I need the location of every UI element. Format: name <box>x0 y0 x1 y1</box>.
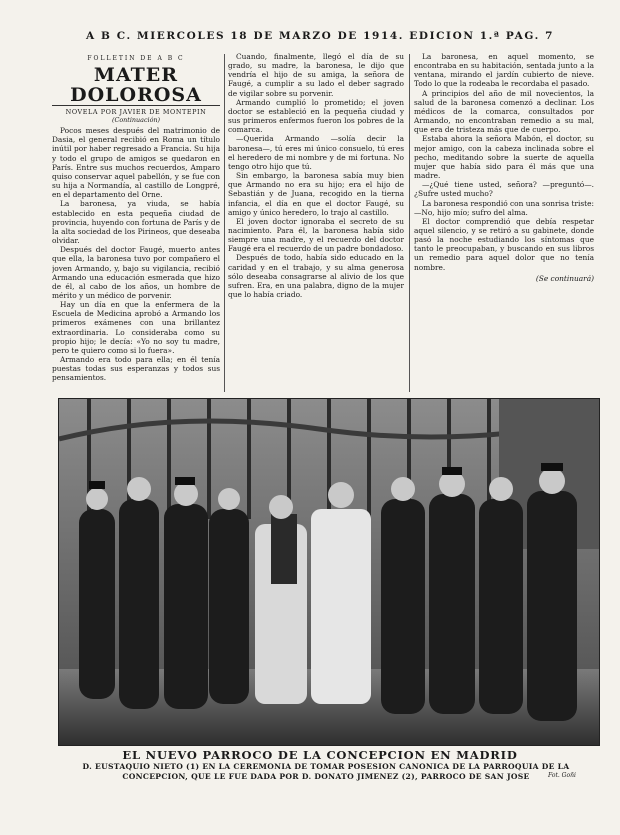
article-column-1 <box>52 52 220 397</box>
paragraph: Armando cumplió lo prometido; el joven doctor se estableció en la pequeña ciudad y sus primeros enfermos fueron los pobres de la comarca. <box>228 97 404 135</box>
paragraph: —Querida Armando —solía decir la baronesa—, tú eres mi único consuelo, tú eres el heredero de mi nombre y de mi fortuna. No tengo otro hijo que tú. <box>228 134 404 171</box>
paragraph: La baronesa, ya viuda, se había establecido en esta pequeña ciudad de provincia, huyendo con fortuna de París y de la alta sociedad de los Pirineos, que deseaba olvidar. <box>52 199 220 246</box>
paragraph: La baronesa respondió con una sonrisa triste: —No, hijo mío; sufro del alma. <box>414 198 594 217</box>
paragraph: A principios del año de mil novecientos, la salud de la baronesa comenzó a declinar. Los médicos de la comarca, consultados por Armando, no encontraban remedio a su mal, que era de tristeza más que de cuerpo. <box>414 88 594 135</box>
article-byline: NOVELA POR JAVIER DE MONTEPIN <box>65 108 207 117</box>
article-title: MATER DOLOROSA <box>52 65 220 106</box>
serial-kicker: FOLLETIN DE A B C <box>87 55 185 62</box>
page-header: A B C. MIERCOLES 18 DE MARZO DE 1914. EDICION 1.ª PAG. 7 <box>85 30 554 42</box>
column-rule <box>224 54 225 392</box>
paragraph: La baronesa, en aquel momento, se encontraba en su habitación, sentada junto a la ventana, mirando el jardín cubierto de nieve. Todo lo que la rodeaba le recordaba el pasado. <box>414 52 594 89</box>
paragraph: Después del doctor Faugé, muerto antes que ella, la baronesa tuvo por compañero el joven Armando, y, bajo su vigilancia, recibió Armando una educación esmerada que hizo de él, al cabo de los años, un hombre de mérito y un médico de porvenir. <box>52 245 220 300</box>
paragraph: —¿Qué tiene usted, señora? —preguntó—. ¿Sufre usted mucho? <box>414 180 594 199</box>
ceremony-photograph <box>58 398 600 746</box>
paragraph: El doctor comprendió que debía respetar aquel silencio, y se retiró a su gabinete, donde pasó la noche estudiando los síntomas que tanto le preocupaban, y buscando en sus libros un remedio para aquel dolor que no tenía nombre. <box>414 216 594 272</box>
column-rule <box>409 54 410 392</box>
paragraph: Pocos meses después del matrimonio de Dasia, el general recibió en Roma un título inútil por haber regresado a Francia. Su hija y todo el grupo de amigos se quedaron en París. Entre sus muchos recuerdos, Amparo quiso conservar aquel pabellón, y se fue con su hija a Normandía, al castillo de Longpré, en el departamento del Orne. <box>52 126 220 200</box>
paragraph: Sin embargo, la baronesa sabía muy bien que Armando no era su hijo; era el hijo de Sebastián y de Juana, recogido en la tierna infancia, el día en que el doctor Faugé, su amigo y único heredero, lo trajo al castillo. <box>228 171 404 217</box>
paragraph: Después de todo, había sido educado en la caridad y en el trabajo, y su alma generosa sólo deseaba consagrarse al alivio de los que sufren. Era, en una palabra, digno de la mujer que lo había criado. <box>228 253 404 300</box>
paragraph: Armando era todo para ella; en él tenía puestas todas sus esperanzas y todos sus pensamientos. <box>52 355 220 383</box>
photo-illustration <box>59 399 599 745</box>
photo-credit: Fot. Goñi <box>548 772 576 779</box>
paragraph: Cuando, finalmente, llegó el día de su grado, su madre, la baronesa, le dijo que vendría el hijo de su amiga, la señora de Faugé, a cumplir a su lado el deber sagrado de vigilar sobre su porvenir. <box>228 52 404 98</box>
paragraph: Hay un día en que la enfermera de la Escuela de Medicina aprobó a Armando los primeros exámenes con una brillantez extraordinaria. Lo consideraba como su propio hijo; le decía: «Yo no soy tu madre, pero te quiero como si lo fuera». <box>52 300 220 355</box>
paragraph: Estaba ahora la señora Mabón, el doctor, su mejor amigo, con la cabeza inclinada sobre el pecho, meditando sobre la suerte de aquella mujer que había sido para él más que una madre. <box>414 134 594 181</box>
paragraph: El joven doctor ignoraba el secreto de su nacimiento. Para él, la baronesa había sido siempre una madre, y el recuerdo del doctor Faugé era el recuerdo de un padre bondadoso. <box>228 216 404 254</box>
to-be-continued: (Se continuará) <box>535 273 594 283</box>
article-column-2 <box>228 52 404 397</box>
photo-caption-title: EL NUEVO PARROCO DE LA CONCEPCION EN MADRID <box>122 748 518 762</box>
continuation-note: (Continuación) <box>111 116 161 125</box>
article-column-3 <box>414 52 594 397</box>
photo-caption-text: D. EUSTAQUIO NIETO (1) EN LA CEREMONIA DE TOMAR POSESION CANONICA DE LA PARROQUIA DE LA CONCEPCION, QUE LE FUE DADA POR D. DONATO JIMENEZ (2), PARROCO DE SAN JOSE <box>82 762 570 781</box>
